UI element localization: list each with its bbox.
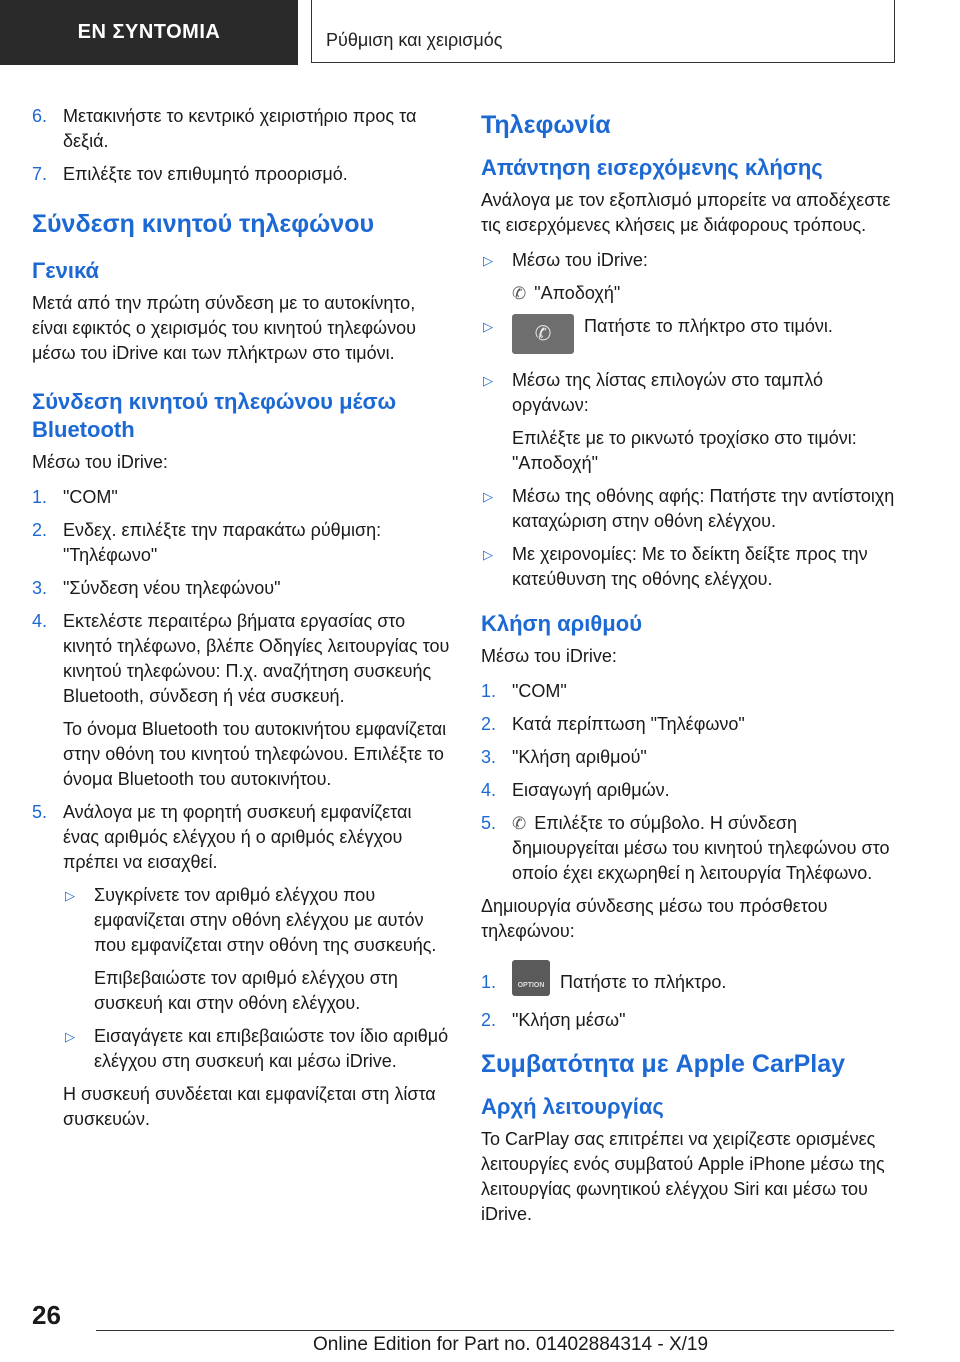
footer-divider	[96, 1330, 894, 1331]
steering-phone-button-icon: ✆	[512, 314, 574, 354]
paragraph: Δημιουργία σύνδεσης μέσω του πρόσθετου τηλεφώνου:	[481, 896, 828, 941]
option-button-icon: OPTION	[512, 960, 550, 996]
list-item: 2. "Κλήση μέσω"	[481, 1010, 626, 1030]
list-item: 4. Εισαγωγή αριθμών.	[481, 780, 670, 800]
bullet-item: ▷ Μέσω της λίστας επιλογών στο ταμπλό οργάνων: Επιλέξτε με το ρικνωτό τροχίσκο στο τιμόνι: "Αποδοχή"	[481, 368, 899, 476]
triangle-right-icon: ▷	[483, 253, 493, 268]
list-item: 6. Μετακινήστε το κεντρικό χειριστήριο προς τα δεξιά.	[32, 106, 417, 151]
chapter-title: Ρύθμιση και χειρισμός	[311, 0, 895, 63]
answer-option: "Αποδοχή"	[534, 283, 621, 303]
subsection-heading: Απάντηση εισερχόμενης κλήσης	[481, 155, 823, 180]
bullet-item: ▷ ✆ Πατήστε το πλήκτρο στο τιμόνι.	[481, 314, 899, 354]
triangle-right-icon: ▷	[483, 373, 493, 388]
bullet-note: Επιλέξτε με το ρικνωτό τροχίσκο στο τιμόνι: "Αποδοχή"	[512, 428, 857, 473]
bullet-item: ▷ Μέσω της οθόνης αφής: Πατήστε την αντίστοιχη καταχώριση στην οθόνη ελέγχου.	[483, 486, 895, 531]
paragraph: Ανάλογα με τον εξοπλισμό μπορείτε να αποδέχεστε τις εισερχόμενες κλήσεις με διάφορους τρόπους.	[481, 190, 891, 235]
triangle-right-icon: ▷	[65, 888, 75, 903]
section-tab: ΕΝ ΣΥΝΤΟΜΙΑ	[0, 0, 298, 65]
phone-handset-icon: ✆	[512, 814, 527, 833]
paragraph: Μετά από την πρώτη σύνδεση με το αυτοκίνητο, είναι εφικτός ο χειρισμός του κινητού τηλεφώνου μέσω του iDrive και των πλήκτρων στο τιμόνι.	[32, 293, 416, 363]
list-item: 1. "COM"	[481, 681, 567, 701]
page-number: 26	[32, 1300, 61, 1330]
triangle-right-icon: ▷	[483, 319, 493, 334]
edition-footer: Online Edition for Part no. 01402884314 - X/19	[313, 1334, 709, 1355]
subsection-heading: Σύνδεση κινητού τηλεφώνου μέσω Bluetooth	[32, 389, 397, 442]
subsection-heading: Κλήση αριθμού	[481, 611, 643, 636]
paragraph: Μέσω του iDrive:	[481, 646, 617, 666]
list-item: 4. Εκτελέστε περαιτέρω βήματα εργασίας στο κινητό τηλέφωνο, βλέπε Οδηγίες λειτουργίας του κινητού τηλεφώνου: Π.χ. αναζήτηση συσκευής Bluetooth, σύνδεση ή νέα συσκευή. Το όνομα Bluetooth του αυτοκινήτου εμφανίζεται στην οθόνη του κινητού τηλεφώνου. Επιλέξτε το όνομα Bluetooth του αυτοκινήτου.	[32, 609, 450, 792]
bullet-item: ▷ Μέσω του iDrive: ✆ "Αποδοχή"	[481, 248, 899, 306]
list-item: 2. Κατά περίπτωση "Τηλέφωνο"	[481, 714, 745, 734]
triangle-right-icon: ▷	[483, 547, 493, 562]
bullet-item: ▷ Εισαγάγετε και επιβεβαιώστε τον ίδιο αριθμό ελέγχου στη συσκευή και μέσω iDrive.	[65, 1026, 449, 1071]
bullet-item: ▷ Με χειρονομίες: Με το δείκτη δείξτε προς την κατεύθυνση της οθόνης ελέγχου.	[483, 544, 868, 589]
list-item: 1. "COM"	[32, 487, 118, 507]
section-heading: Σύνδεση κινητού τηλεφώνου	[32, 210, 375, 238]
triangle-right-icon: ▷	[65, 1029, 75, 1044]
subsection-heading: Αρχή λειτουργίας	[481, 1094, 664, 1119]
list-item-note: Το όνομα Bluetooth του αυτοκινήτου εμφανίζεται στην οθόνη του κινητού τηλεφώνου. Επιλέξτε το όνομα Bluetooth του αυτοκινήτου.	[63, 719, 447, 789]
list-item: 1. OPTION Πατήστε το πλήκτρο.	[481, 960, 899, 996]
list-item: 7. Επιλέξτε τον επιθυμητό προορισμό.	[32, 164, 348, 184]
paragraph: Η συσκευή συνδέεται και εμφανίζεται στη λίστα συσκευών.	[63, 1084, 436, 1129]
paragraph: Μέσω του iDrive:	[32, 452, 168, 472]
phone-handset-icon: ✆	[512, 284, 527, 303]
list-item: 5. Ανάλογα με τη φορητή συσκευή εμφανίζεται ένας αριθμός ελέγχου ή ο αριθμός ελέγχου πρέπει να εισαχθεί.	[32, 802, 412, 872]
bullet-note: Επιβεβαιώστε τον αριθμό ελέγχου στη συσκευή και στην οθόνη ελέγχου.	[94, 968, 398, 1013]
bullet-item: ▷ Συγκρίνετε τον αριθμό ελέγχου που εμφανίζεται στην οθόνη ελέγχου με αυτόν που εμφανίζεται στην οθόνη της συσκευής. Επιβεβαιώστε τον αριθμό ελέγχου στη συσκευή και στην οθόνη ελέγχου.	[63, 883, 450, 1016]
left-column	[32, 104, 450, 1142]
subsection-heading: Γενικά	[32, 258, 100, 283]
section-heading: Συμβατότητα με Apple CarPlay	[481, 1050, 846, 1078]
list-item: 2. Ενδεχ. επιλέξτε την παρακάτω ρύθμιση: "Τηλέφωνο"	[32, 520, 382, 565]
list-item: 3. "Σύνδεση νέου τηλεφώνου"	[32, 578, 281, 598]
section-heading: Τηλεφωνία	[481, 111, 611, 139]
right-column	[481, 104, 899, 1237]
list-item: 3. "Κλήση αριθμού"	[481, 747, 647, 767]
paragraph: Το CarPlay σας επιτρέπει να χειρίζεστε ορισμένες λειτουργίες ενός συμβατού Apple iPhone μέσω της λειτουργίας φωνητικού ελέγχου Siri και μέσω του iDrive.	[481, 1129, 885, 1224]
list-item: 5. ✆ Επιλέξτε το σύμβολο. Η σύνδεση δημιουργείται μέσω του κινητού τηλεφώνου στο οποίο έχει εκχωρηθεί η λειτουργία Τηλέφωνο.	[481, 813, 890, 883]
triangle-right-icon: ▷	[483, 489, 493, 504]
